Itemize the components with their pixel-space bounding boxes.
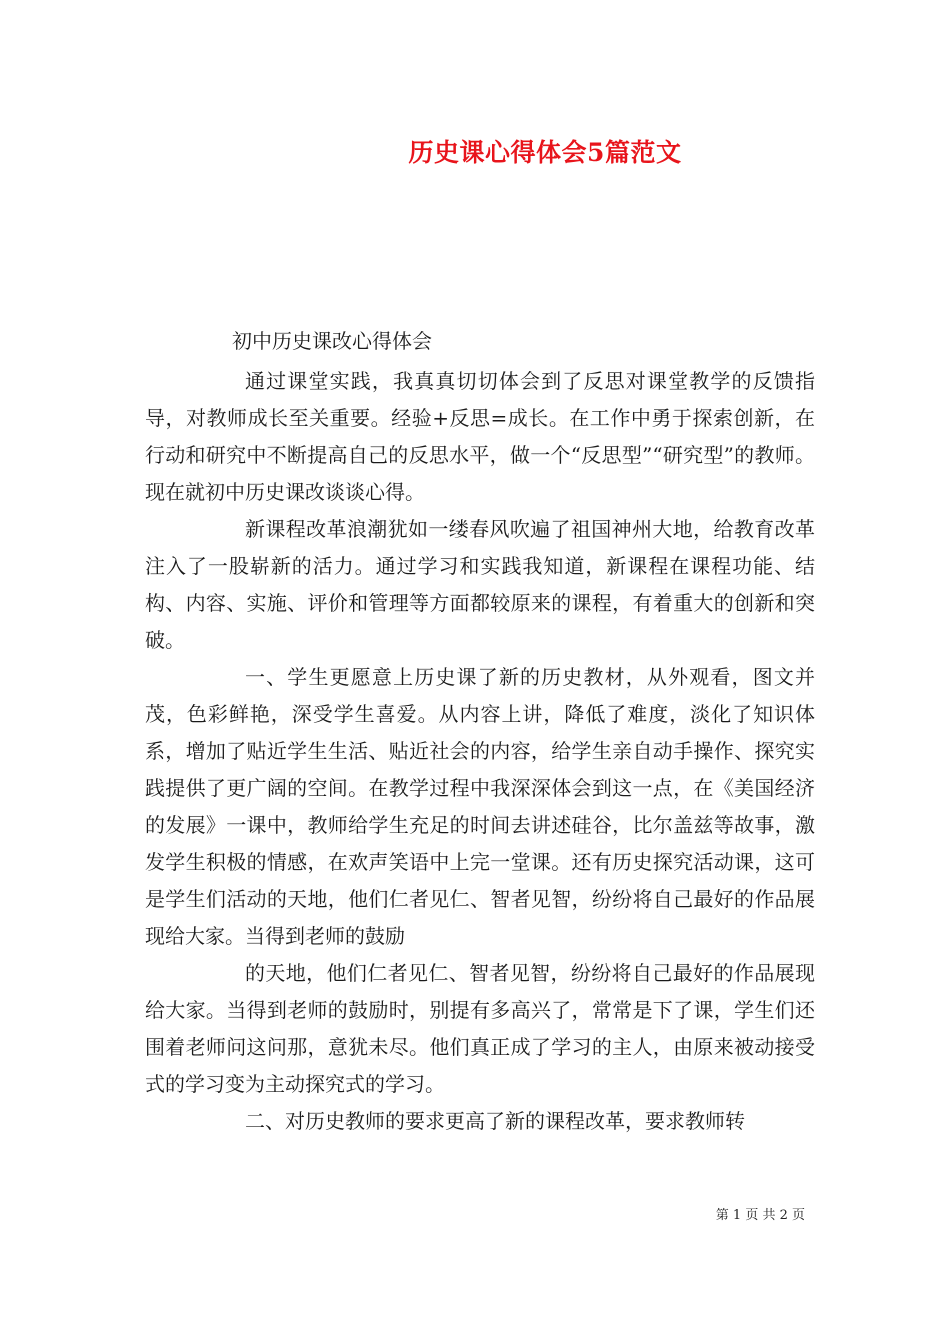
paragraph-5: 二、对历史教师的要求更高了新的课程改革，要求教师转 <box>245 1109 745 1133</box>
document-title: 历史课心得体会5篇范文 <box>408 138 682 167</box>
paragraph-2: 新课程改革浪潮犹如一缕春风吹遍了祖国神州大地，给教育改革注入了一股崭新的活力。通过学习和实践我知道，新课程在课程功能、结构、内容、实施、评价和管理等方面都较原来的课程，有着重大的创新和突破。 <box>145 517 815 652</box>
document-body <box>145 363 815 1140</box>
paragraph-4: 的天地，他们仁者见仁、智者见智，纷纷将自己最好的作品展现给大家。当得到老师的鼓励时，别提有多高兴了，常常是下了课，学生们还围着老师问这问那，意犹未尽。他们真正成了学习的主人，由原来被动接受式的学习变为主动探究式的学习。 <box>145 961 815 1096</box>
section-subtitle: 初中历史课改心得体会 <box>232 329 432 353</box>
page-number-footer: 第 1 页 共 2 页 <box>715 1208 805 1223</box>
paragraph-3: 一、学生更愿意上历史课了新的历史教材，从外观看，图文并茂，色彩鲜艳，深受学生喜爱。从内容上讲，降低了难度，淡化了知识体系，增加了贴近学生生活、贴近社会的内容，给学生亲自动手操作、探究实践提供了更广阔的空间。在教学过程中我深深体会到这一点，在《美国经济的发展》一课中，教师给学生充足的时间去讲述硅谷，比尔盖兹等故事，激发学生积极的情感，在欢声笑语中上完一堂课。还有历史探究活动课，这可是学生们活动的天地，他们仁者见仁、智者见智，纷纷将自己最好的作品展现给大家。当得到老师的鼓励 <box>145 665 815 948</box>
paragraph-1: 通过课堂实践，我真真切切体会到了反思对课堂教学的反馈指导，对教师成长至关重要。经验+反思=成长。在工作中勇于探索创新，在行动和研究中不断提高自己的反思水平，做一个“反思型”“研究型”的教师。现在就初中历史课改谈谈心得。 <box>145 369 815 504</box>
